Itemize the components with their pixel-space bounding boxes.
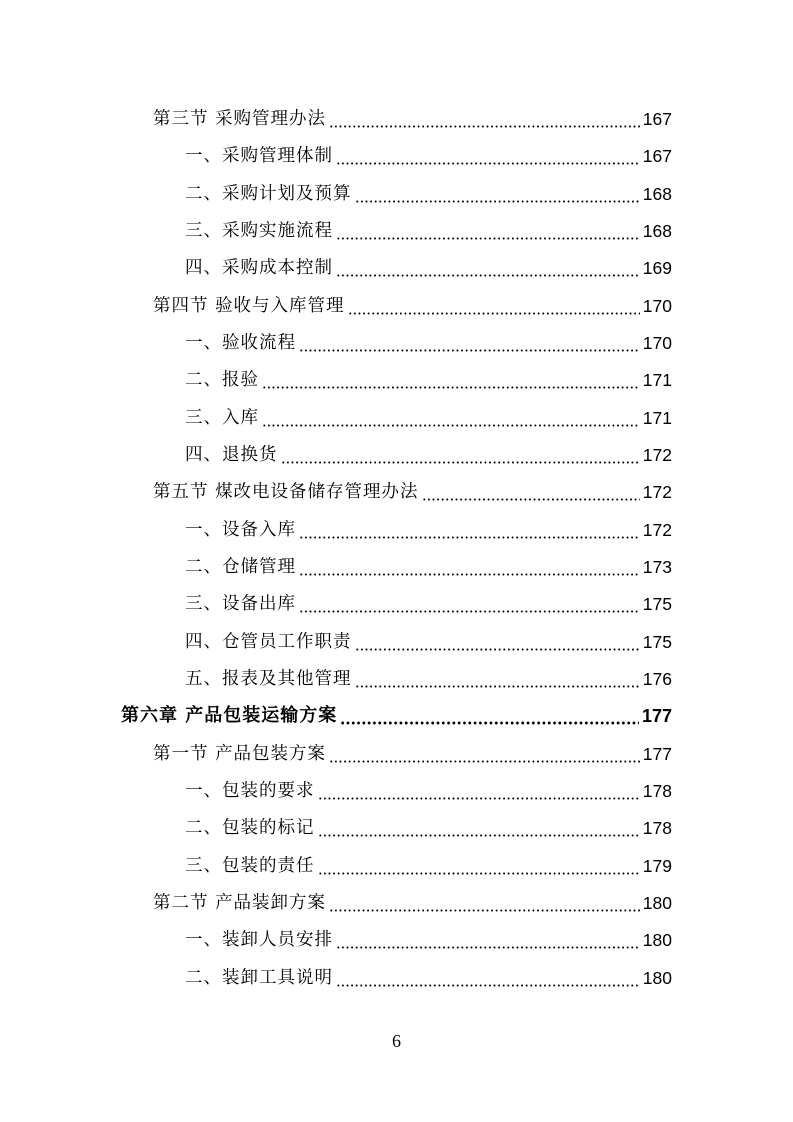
toc-entry-title: 一、验收流程 (185, 333, 296, 353)
dot-leader (336, 946, 640, 949)
dot-leader (318, 834, 640, 837)
toc-entry-page: 180 (642, 930, 672, 950)
dot-leader (348, 312, 640, 315)
dot-leader (355, 648, 640, 651)
toc-entry-title: 三、采购实施流程 (185, 221, 333, 241)
dot-leader (336, 237, 640, 240)
toc-entry-title: 二、装卸工具说明 (185, 968, 333, 988)
dot-leader (329, 909, 640, 912)
toc-entry-page: 167 (642, 109, 672, 129)
toc-entry-title: 一、装卸人员安排 (185, 930, 333, 950)
toc-entry-title: 三、包装的责任 (185, 856, 315, 876)
toc-entry[interactable] (185, 553, 672, 581)
dot-leader (299, 610, 640, 613)
dot-leader (336, 274, 640, 277)
toc-entry[interactable] (185, 590, 672, 618)
toc-entry-title: 第一节 产品包装方案 (153, 744, 327, 764)
toc-entry[interactable] (185, 254, 672, 282)
toc-entry[interactable] (185, 217, 672, 245)
toc-entry-title: 四、采购成本控制 (185, 258, 333, 278)
toc-entry-title: 一、采购管理体制 (185, 146, 333, 166)
dot-leader (262, 424, 640, 427)
toc-entry[interactable] (153, 105, 672, 133)
dot-leader (262, 386, 640, 389)
toc-entry-title: 四、退换货 (185, 445, 278, 465)
toc-entry-title: 四、仓管员工作职责 (185, 632, 352, 652)
toc-entry[interactable] (153, 292, 672, 320)
toc-entry-title: 二、包装的标记 (185, 818, 315, 838)
toc-entry[interactable] (185, 852, 672, 880)
toc-entry-page: 180 (642, 893, 672, 913)
toc-entry[interactable] (185, 516, 672, 544)
toc-entry[interactable] (185, 964, 672, 992)
toc-entry-title: 二、仓储管理 (185, 557, 296, 577)
toc-entry[interactable] (153, 889, 672, 917)
toc-entry-page: 178 (642, 818, 672, 838)
toc-entry-page: 177 (641, 706, 672, 726)
toc-entry-title: 第三节 采购管理办法 (153, 109, 327, 129)
toc-entry-title: 第五节 煤改电设备储存管理办法 (153, 482, 419, 502)
dot-leader (299, 536, 640, 539)
dot-leader (336, 162, 640, 165)
toc-entry[interactable] (185, 366, 672, 394)
toc-entry-title: 三、设备出库 (185, 594, 296, 614)
dot-leader (281, 461, 640, 464)
toc-entry-page: 168 (642, 221, 672, 241)
toc-entry[interactable] (185, 814, 672, 842)
toc-entry-page: 178 (642, 781, 672, 801)
toc-entry[interactable] (185, 665, 672, 693)
toc-entry-title: 第二节 产品装卸方案 (153, 893, 327, 913)
toc-chapter-entry[interactable] (121, 702, 672, 730)
toc-entry-title: 一、设备入库 (185, 520, 296, 540)
dot-leader (318, 872, 640, 875)
toc-entry-page: 169 (642, 258, 672, 278)
toc-entry[interactable] (185, 441, 672, 469)
toc-entry-page: 180 (642, 968, 672, 988)
toc-entry-title: 第四节 验收与入库管理 (153, 296, 345, 316)
toc-entry[interactable] (185, 628, 672, 656)
toc-entry-title: 第六章 产品包装运输方案 (121, 705, 338, 726)
toc-entry[interactable] (185, 926, 672, 954)
toc-entry-page: 172 (642, 445, 672, 465)
toc-entry-page: 173 (642, 557, 672, 577)
dot-leader (336, 984, 640, 987)
dot-leader (299, 573, 640, 576)
toc-entry-title: 一、包装的要求 (185, 781, 315, 801)
toc-entry-page: 171 (642, 370, 672, 390)
toc-entry[interactable] (153, 478, 672, 506)
toc-entry-page: 171 (642, 408, 672, 428)
toc-entry-title: 三、入库 (185, 408, 259, 428)
toc-entry-page: 170 (642, 333, 672, 353)
dot-leader (355, 685, 640, 688)
toc-entry-page: 168 (642, 184, 672, 204)
toc-entry-page: 175 (642, 632, 672, 652)
toc-entry-page: 179 (642, 856, 672, 876)
dot-leader (422, 498, 640, 501)
dot-leader (355, 200, 640, 203)
toc-entry-page: 170 (642, 296, 672, 316)
toc-entry[interactable] (153, 740, 672, 768)
dot-leader (340, 721, 639, 725)
toc-entry-page: 176 (642, 669, 672, 689)
dot-leader (329, 760, 640, 763)
toc-entry-page: 172 (642, 482, 672, 502)
dot-leader (329, 125, 640, 128)
toc-entry[interactable] (185, 180, 672, 208)
toc-entry[interactable] (185, 142, 672, 170)
toc-entry-title: 二、采购计划及预算 (185, 184, 352, 204)
toc-entry-title: 二、报验 (185, 370, 259, 390)
toc-entry-page: 175 (642, 594, 672, 614)
toc-entry[interactable] (185, 404, 672, 432)
page-number: 6 (392, 1031, 401, 1051)
toc-entry-page: 177 (642, 744, 672, 764)
toc-entry[interactable] (185, 777, 672, 805)
toc-entry-title: 五、报表及其他管理 (185, 669, 352, 689)
toc-entry-page: 172 (642, 520, 672, 540)
dot-leader (299, 349, 640, 352)
dot-leader (318, 797, 640, 800)
toc-entry-page: 167 (642, 146, 672, 166)
toc-entry[interactable] (185, 329, 672, 357)
